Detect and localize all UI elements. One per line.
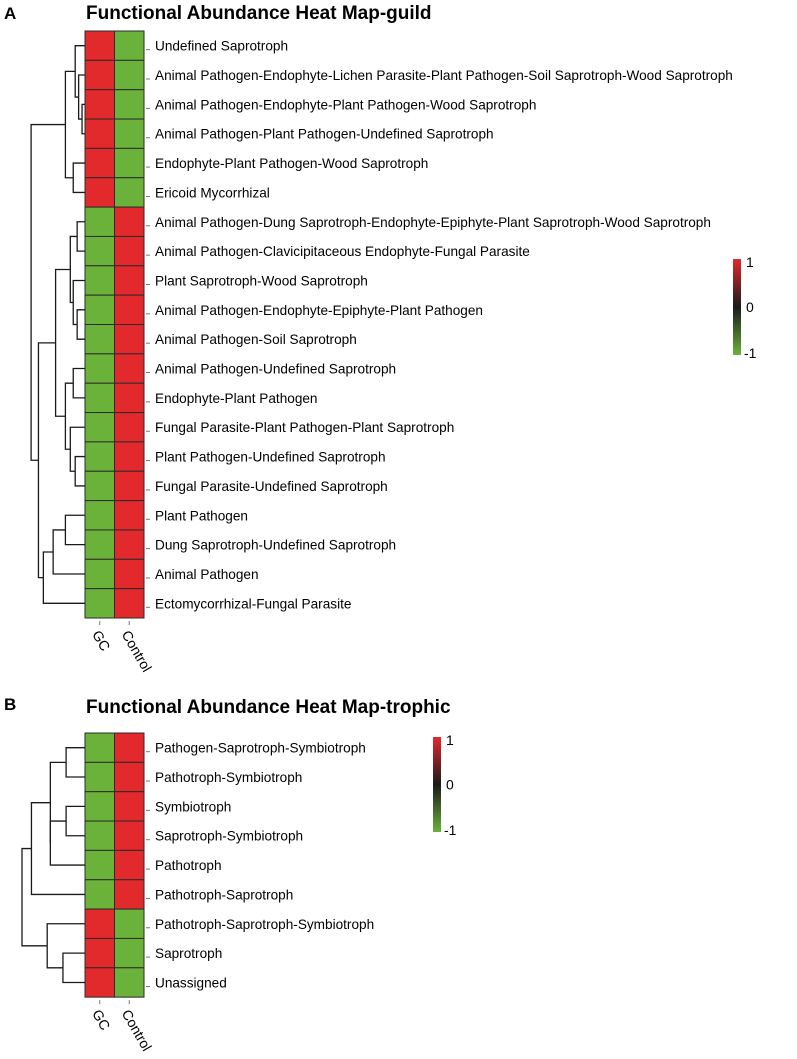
dendrogram-branch bbox=[66, 806, 85, 835]
dendrogram-branch bbox=[70, 427, 85, 471]
legend-tick-mid: 0 bbox=[746, 299, 754, 315]
dendrogram-branch bbox=[66, 748, 85, 777]
heatmap-cell bbox=[85, 559, 115, 588]
chart-title: Functional Abundance Heat Map-trophic bbox=[86, 697, 451, 718]
heatmap-cell bbox=[115, 559, 145, 588]
row-label: Animal Pathogen-Endophyte-Plant Pathogen-Wood Saprotroph bbox=[155, 97, 537, 113]
heatmap-cell bbox=[85, 383, 115, 412]
row-label: Plant Pathogen bbox=[155, 508, 248, 524]
dendrogram-branch bbox=[77, 310, 85, 339]
row-label: Symbiotroph bbox=[155, 799, 232, 815]
row-label: Fungal Parasite-Plant Pathogen-Plant Saprotroph bbox=[155, 420, 455, 436]
dendrogram-branch bbox=[75, 457, 85, 486]
row-label: Pathogen-Saprotroph-Symbiotroph bbox=[155, 740, 366, 756]
panel-letter: A bbox=[4, 4, 17, 23]
dendrogram-branch bbox=[56, 269, 71, 416]
heatmap-cell bbox=[115, 762, 145, 791]
heatmap-cell bbox=[115, 442, 145, 471]
heatmap-cell bbox=[85, 850, 115, 879]
row-label: Animal Pathogen-Clavicipitaceous Endophyte-Fungal Parasite bbox=[155, 244, 530, 260]
heatmap-cell bbox=[115, 589, 145, 618]
heatmap-cell bbox=[115, 413, 145, 442]
dendrogram-branch bbox=[65, 383, 73, 449]
heatmap-cell bbox=[115, 178, 145, 207]
row-label: Plant Saprotroph-Wood Saprotroph bbox=[155, 273, 368, 289]
heatmap-cell bbox=[115, 792, 145, 821]
heatmap-cell bbox=[85, 442, 115, 471]
legend-tick-max: 1 bbox=[746, 254, 754, 270]
legend-tick-mid: 0 bbox=[446, 776, 454, 793]
heatmap-cell bbox=[85, 266, 115, 295]
row-label: Ericoid Mycorrhizal bbox=[155, 185, 270, 201]
heatmap-cell bbox=[115, 850, 145, 879]
heatmap-cell bbox=[115, 880, 145, 909]
heatmap-cell bbox=[85, 792, 115, 821]
heatmap-cell bbox=[85, 60, 115, 89]
heatmap-cell bbox=[85, 938, 115, 967]
dendrogram-branch bbox=[53, 530, 85, 574]
row-label: Pathotroph-Saprotroph bbox=[155, 887, 294, 903]
heatmap-cell bbox=[85, 178, 115, 207]
dendrogram-branch bbox=[50, 821, 85, 865]
row-label: Pathotroph-Symbiotroph bbox=[155, 770, 303, 786]
heatmap-cell bbox=[115, 471, 145, 500]
heatmap-cell bbox=[85, 501, 115, 530]
legend-tick-min: -1 bbox=[744, 345, 757, 361]
heatmap-cell bbox=[115, 938, 145, 967]
row-label: Endophyte-Plant Pathogen-Wood Saprotroph bbox=[155, 156, 429, 172]
dendrogram-branch bbox=[73, 163, 85, 192]
heatmap-cell bbox=[115, 325, 145, 354]
row-label: Endophyte-Plant Pathogen bbox=[155, 390, 318, 406]
heatmap-cell bbox=[115, 383, 145, 412]
dendrogram-branch bbox=[65, 71, 75, 177]
heatmap-cell bbox=[115, 31, 145, 60]
legend-tick-min: -1 bbox=[444, 822, 457, 838]
heatmap-cell bbox=[115, 119, 145, 148]
row-label: Animal Pathogen-Endophyte-Epiphyte-Plant Pathogen bbox=[155, 302, 483, 318]
dendrogram-branch bbox=[73, 369, 85, 398]
heatmap-cell bbox=[115, 60, 145, 89]
chart-title: Functional Abundance Heat Map-guild bbox=[86, 3, 432, 24]
dendrogram-branch bbox=[50, 762, 66, 843]
heatmap-cell bbox=[115, 733, 145, 762]
dendrogram-branch bbox=[63, 953, 85, 982]
heatmap-cell bbox=[85, 207, 115, 236]
dendrogram-branch bbox=[73, 280, 85, 324]
row-label: Animal Pathogen-Undefined Saprotroph bbox=[155, 361, 397, 377]
row-label: Unassigned bbox=[155, 975, 227, 991]
row-label: Animal Pathogen-Endophyte-Lichen Parasite-Plant Pathogen-Soil Saprotroph-Wood Saprotroph bbox=[155, 68, 733, 84]
heatmap-cell bbox=[85, 119, 115, 148]
dendrogram-branch bbox=[31, 125, 65, 461]
heatmap-cell bbox=[85, 589, 115, 618]
dendrogram-branch bbox=[65, 515, 85, 544]
heatmap-cell bbox=[115, 148, 145, 177]
row-label: Animal Pathogen-Plant Pathogen-Undefined Saprotroph bbox=[155, 126, 494, 142]
heatmap-cell bbox=[85, 236, 115, 265]
heatmap-cell bbox=[115, 968, 145, 997]
row-label: Animal Pathogen-Soil Saprotroph bbox=[155, 332, 357, 348]
heatmap-cell bbox=[85, 909, 115, 938]
heatmap-cell bbox=[85, 325, 115, 354]
heatmap-cell bbox=[85, 295, 115, 324]
heatmap-cell bbox=[115, 909, 145, 938]
heatmap-cell bbox=[115, 266, 145, 295]
row-label: Fungal Parasite-Undefined Saprotroph bbox=[155, 478, 388, 494]
heatmap-cell bbox=[85, 968, 115, 997]
panel-b bbox=[4, 695, 457, 1054]
row-label: Dung Saprotroph-Undefined Saprotroph bbox=[155, 537, 397, 553]
row-label: Pathotroph bbox=[155, 858, 222, 874]
column-label: Control bbox=[118, 627, 156, 675]
heatmap-cell bbox=[85, 530, 115, 559]
dendrogram-branch bbox=[77, 222, 85, 251]
heatmap-cell bbox=[115, 354, 145, 383]
row-label: Animal Pathogen-Dung Saprotroph-Endophyte-Epiphyte-Plant Saprotroph-Wood Saprotroph bbox=[155, 214, 711, 230]
row-label: Saprotroph-Symbiotroph bbox=[155, 828, 304, 844]
legend-tick-max: 1 bbox=[446, 732, 454, 748]
heatmap-cell bbox=[115, 236, 145, 265]
column-label: GC bbox=[89, 1006, 114, 1033]
heatmap-cell bbox=[115, 90, 145, 119]
dendrogram-branch bbox=[47, 924, 85, 968]
legend-colorbar bbox=[433, 737, 441, 832]
heatmap-cell bbox=[85, 413, 115, 442]
panel-a bbox=[4, 3, 757, 675]
dendrogram-branch bbox=[22, 849, 47, 946]
heatmap-cell bbox=[115, 530, 145, 559]
heatmap-cell bbox=[85, 762, 115, 791]
panel-letter: B bbox=[4, 695, 17, 714]
heatmap-cell bbox=[115, 295, 145, 324]
heatmap-cell bbox=[115, 821, 145, 850]
dendrogram-branch bbox=[75, 46, 85, 97]
heatmap-cell bbox=[85, 31, 115, 60]
row-label: Plant Pathogen-Undefined Saprotroph bbox=[155, 449, 386, 465]
heatmap-cell bbox=[85, 148, 115, 177]
heatmap-cell bbox=[85, 354, 115, 383]
row-label: Ectomycorrhizal-Fungal Parasite bbox=[155, 596, 352, 612]
heatmap-cell bbox=[85, 471, 115, 500]
row-label: Undefined Saprotroph bbox=[155, 38, 289, 54]
heatmap-cell bbox=[115, 501, 145, 530]
heatmap-cell bbox=[85, 90, 115, 119]
heatmap-cell bbox=[85, 880, 115, 909]
heatmap-cell bbox=[85, 733, 115, 762]
row-label: Pathotroph-Saprotroph-Symbiotroph bbox=[155, 916, 375, 932]
heatmap-cell bbox=[115, 207, 145, 236]
row-label: Saprotroph bbox=[155, 946, 223, 962]
row-label: Animal Pathogen bbox=[155, 566, 259, 582]
legend-colorbar bbox=[733, 259, 741, 355]
dendrogram-branch bbox=[43, 552, 85, 603]
dendrogram-branch bbox=[31, 803, 85, 895]
heatmap-cell bbox=[85, 821, 115, 850]
column-label: Control bbox=[118, 1006, 156, 1054]
column-label: GC bbox=[89, 627, 114, 654]
